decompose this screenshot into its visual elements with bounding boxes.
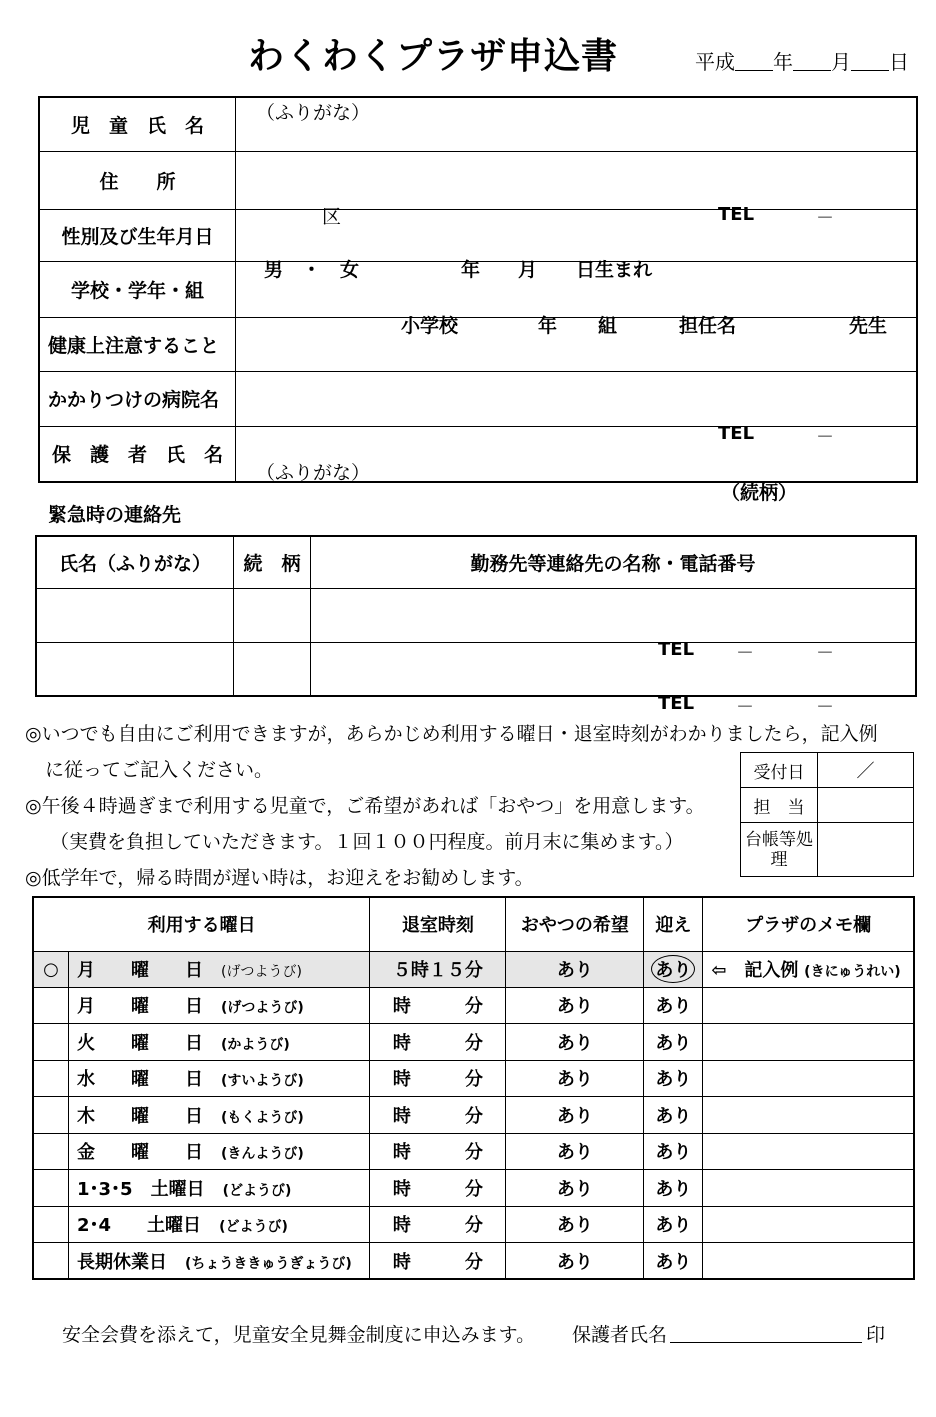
hospital-tel-dash: － — [816, 426, 834, 448]
schedule-mark[interactable] — [33, 1024, 69, 1061]
hospital-label: かかりつけの病院名 — [39, 371, 236, 426]
schedule-memo[interactable] — [703, 1024, 914, 1061]
schedule-row — [33, 987, 914, 1024]
elementary-label: 小学校 — [401, 315, 459, 337]
date-year-blank[interactable] — [735, 52, 773, 71]
date-day-label: 日 — [889, 50, 909, 74]
schedule-day: 金 曜 日 (きんようび) — [69, 1133, 370, 1170]
schedule-snack[interactable]: あり — [506, 1243, 644, 1280]
emergency-relation-header: 続 柄 — [234, 536, 311, 588]
emergency-name-2[interactable] — [36, 642, 234, 696]
schedule-snack[interactable]: あり — [506, 1024, 644, 1061]
emergency-name-1[interactable] — [36, 588, 234, 642]
guardian-label: 保 護 者 氏 名 — [39, 426, 236, 482]
birth-month-label: 月 — [518, 259, 538, 281]
teacher-label: 担任名 — [679, 315, 737, 337]
child-furigana-label: （ふりがな） — [256, 102, 371, 124]
schedule-pickup[interactable]: あり — [644, 1097, 703, 1134]
emergency-contact-1[interactable] — [311, 588, 917, 664]
schedule-pickup[interactable]: あり — [644, 1243, 703, 1280]
note-line-2: に従ってご記入ください。 — [45, 759, 274, 781]
schedule-day: 水 曜 日 (すいようび) — [69, 1060, 370, 1097]
schedule-time[interactable]: 時 分 — [370, 1170, 506, 1207]
guardian-field[interactable] — [236, 426, 918, 504]
schedule-snack[interactable]: あり — [506, 1206, 644, 1243]
emergency-dash-b-1: － — [816, 643, 834, 664]
schedule-time[interactable]: 時 分 — [370, 1024, 506, 1061]
health-label: 健康上注意すること — [39, 317, 236, 371]
schedule-memo[interactable] — [703, 1170, 914, 1207]
schedule-memo[interactable] — [703, 1060, 914, 1097]
ward-label: 区 — [322, 206, 342, 228]
applicant-table — [38, 96, 918, 504]
staff-label: 担 当 — [741, 788, 818, 823]
note-line-1: ◎いつでも自由にご利用できますが，あらかじめ利用する曜日・退室時刻がわかりましたら，記入例 — [25, 723, 878, 745]
schedule-time[interactable]: 時 分 — [370, 1097, 506, 1134]
emergency-relation-2[interactable] — [234, 642, 311, 696]
hospital-field[interactable] — [236, 371, 918, 448]
date-era: 平成 — [695, 50, 735, 74]
schedule-pickup[interactable]: あり — [644, 1024, 703, 1061]
schedule-row — [33, 1133, 914, 1170]
health-field[interactable] — [236, 317, 918, 371]
schedule-header-memo: プラザのメモ欄 — [703, 897, 914, 951]
address-tel-label: TEL — [718, 204, 755, 225]
received-date-field[interactable] — [818, 753, 914, 788]
schedule-row — [33, 1097, 914, 1134]
schedule-mark[interactable] — [33, 1060, 69, 1097]
schedule-row — [33, 1243, 914, 1280]
note-line-4: （実費を負担していただきます。１回１００円程度。前月末に集めます。） — [50, 831, 684, 853]
ledger-field[interactable] — [818, 823, 914, 877]
example-time: ５時１５分 — [370, 951, 506, 987]
schedule-row — [33, 1170, 914, 1207]
schedule-day: 月 曜 日 (げつようび) — [69, 987, 370, 1024]
address-tel-dash: － — [816, 208, 834, 229]
emergency-contact-header: 勤務先等連絡先の名称・電話番号 — [311, 536, 917, 588]
schedule-row — [33, 1060, 914, 1097]
schedule-day: 木 曜 日 (もくようび) — [69, 1097, 370, 1134]
guardian-furigana-label: （ふりがな） — [256, 461, 371, 484]
hospital-tel-label: TEL — [718, 422, 755, 444]
schedule-pickup[interactable]: あり — [644, 1133, 703, 1170]
emergency-table — [35, 535, 917, 718]
footer-guardian-field[interactable] — [670, 1342, 862, 1343]
birth-year-label: 年 — [461, 259, 481, 281]
schedule-mark[interactable] — [33, 1243, 69, 1280]
emergency-dash-a-1: － — [736, 643, 754, 664]
schedule-table — [32, 896, 915, 1280]
emergency-dash-a-2: － — [736, 696, 754, 718]
received-date-label: 受付日 — [741, 753, 818, 788]
schedule-memo[interactable] — [703, 1243, 914, 1280]
sex-birth-label: 性別及び生年月日 — [39, 209, 236, 261]
schedule-day: 火 曜 日 (かようび) — [69, 1024, 370, 1061]
schedule-header-time: 退室時刻 — [370, 897, 506, 951]
note-line-3: ◎午後４時過ぎまで利用する児童で，ご希望があれば「おやつ」を用意します。 — [25, 795, 705, 817]
application-date — [695, 46, 909, 75]
emergency-dash-b-2: － — [816, 696, 834, 718]
schedule-snack[interactable]: あり — [506, 1097, 644, 1134]
schedule-day: 2･4 土曜日 (どようび) — [69, 1206, 370, 1243]
example-day: 月 曜 日 (げつようび) — [69, 951, 370, 987]
footer-guardian-label: 保護者氏名 — [572, 1324, 668, 1346]
schedule-snack[interactable]: あり — [506, 1170, 644, 1207]
schedule-memo[interactable] — [703, 1097, 914, 1134]
schedule-header-pickup: 迎え — [644, 897, 703, 951]
schedule-memo[interactable] — [703, 1133, 914, 1170]
schedule-snack[interactable]: あり — [506, 1133, 644, 1170]
note-line-5: ◎低学年で，帰る時間が遅い時は，お迎えをお勧めします。 — [25, 867, 534, 889]
example-snack: あり — [506, 951, 644, 987]
emergency-heading: 緊急時の連絡先 — [48, 504, 182, 526]
emergency-name-header: 氏名（ふりがな） — [36, 536, 234, 588]
schedule-pickup[interactable]: あり — [644, 1206, 703, 1243]
schedule-time[interactable]: 時 分 — [370, 1133, 506, 1170]
schedule-header-day: 利用する曜日 — [33, 897, 370, 951]
date-month-blank[interactable] — [793, 52, 831, 71]
relation-label: （続柄） — [721, 481, 798, 504]
schedule-mark[interactable] — [33, 1170, 69, 1207]
sensei-label: 先生 — [849, 315, 888, 337]
date-month-label: 月 — [831, 50, 851, 74]
schedule-pickup[interactable]: あり — [644, 1170, 703, 1207]
example-row — [33, 951, 914, 987]
schedule-mark[interactable] — [33, 1097, 69, 1134]
schedule-snack[interactable]: あり — [506, 1060, 644, 1097]
schedule-row — [33, 1206, 914, 1243]
received-date-slash: ／ — [856, 761, 875, 782]
example-mark: ○ — [33, 951, 69, 987]
date-day-blank[interactable] — [851, 52, 889, 71]
schedule-day: 長期休業日 (ちょうききゅうぎょうび) — [69, 1243, 370, 1280]
example-pickup: あり — [644, 951, 703, 987]
male-female-option[interactable]: 男 ・ 女 — [264, 259, 360, 281]
schedule-pickup[interactable]: あり — [644, 1060, 703, 1097]
child-name-field[interactable] — [236, 97, 918, 151]
emergency-relation-1[interactable] — [234, 588, 311, 642]
footer-seal: 印 — [866, 1324, 886, 1346]
schedule-mark[interactable] — [33, 1206, 69, 1243]
footer-text: 安全会費を添えて，児童安全見舞金制度に申込みます。 — [62, 1324, 536, 1346]
schedule-memo[interactable] — [703, 987, 914, 1024]
ledger-label: 台帳等処 理 — [741, 823, 818, 877]
schedule-time[interactable]: 時 分 — [370, 1060, 506, 1097]
schedule-row — [33, 1024, 914, 1061]
emergency-tel-label-1: TEL — [658, 639, 695, 660]
child-name-label: 児 童 氏 名 — [39, 97, 236, 151]
schedule-time[interactable]: 時 分 — [370, 1243, 506, 1280]
school-label: 学校・学年・組 — [39, 261, 236, 317]
schedule-time[interactable]: 時 分 — [370, 1206, 506, 1243]
class-label: 組 — [598, 315, 618, 337]
born-label: 日生まれ — [576, 259, 653, 281]
schedule-header-snack: おやつの希望 — [506, 897, 644, 951]
form-title: わくわくプラザ申込書 — [248, 36, 619, 77]
schedule-mark[interactable] — [33, 1133, 69, 1170]
office-use-table — [740, 752, 914, 877]
emergency-tel-label-2: TEL — [658, 692, 695, 714]
date-year-label: 年 — [773, 50, 793, 74]
address-field[interactable] — [236, 151, 918, 229]
grade-label: 年 — [538, 315, 558, 337]
schedule-mark[interactable] — [33, 987, 69, 1024]
staff-field[interactable] — [818, 788, 914, 823]
example-memo: ⇦ 記入例 (きにゅうれい) — [703, 951, 914, 987]
schedule-snack[interactable]: あり — [506, 987, 644, 1024]
schedule-day: 1･3･5 土曜日 (どようび) — [69, 1170, 370, 1207]
schedule-pickup[interactable]: あり — [644, 987, 703, 1024]
schedule-time[interactable]: 時 分 — [370, 987, 506, 1024]
schedule-memo[interactable] — [703, 1206, 914, 1243]
address-label: 住 所 — [39, 151, 236, 209]
